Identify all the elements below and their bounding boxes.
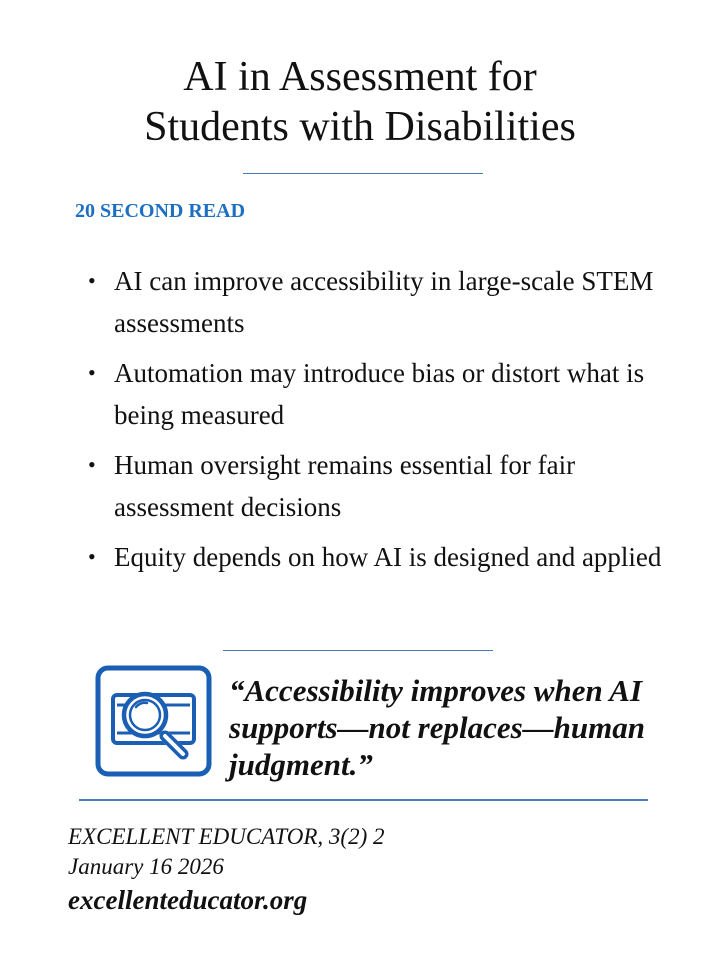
footer-divider: [79, 799, 648, 801]
read-time-label: 20 SECOND READ: [75, 200, 246, 222]
bullet-icon: •: [88, 360, 96, 385]
pull-quote: “Accessibility improves when AI supports—not replaces—human judgment.”: [229, 673, 646, 782]
list-item-text: AI can improve accessibility in large-scale STEM assessments: [114, 266, 654, 338]
footer: [68, 822, 385, 918]
list-item: [88, 444, 668, 528]
magnifier-over-screen-icon: [95, 665, 212, 777]
key-points-list: [88, 260, 668, 586]
bullet-icon: •: [88, 268, 96, 293]
website-link[interactable]: excellenteducator.org: [68, 885, 308, 915]
bullet-icon: •: [88, 452, 96, 477]
title-divider: [243, 173, 483, 174]
section-divider: [223, 650, 493, 651]
title-line-2: Students with Disabilities: [144, 104, 576, 150]
publication-date: January 16 2026: [68, 854, 224, 879]
list-item-text: Equity depends on how AI is designed and applied: [114, 542, 662, 572]
list-item-text: Human oversight remains essential for fair assessment decisions: [114, 450, 576, 522]
bullet-icon: •: [88, 544, 96, 569]
list-item-text: Automation may introduce bias or distort what is being measured: [114, 358, 645, 430]
list-item: [88, 536, 668, 578]
title-line-1: AI in Assessment for: [183, 54, 537, 100]
page-title: [0, 52, 720, 152]
list-item: [88, 260, 668, 344]
journal-citation: EXCELLENT EDUCATOR, 3(2) 2: [68, 824, 385, 849]
list-item: [88, 352, 668, 436]
